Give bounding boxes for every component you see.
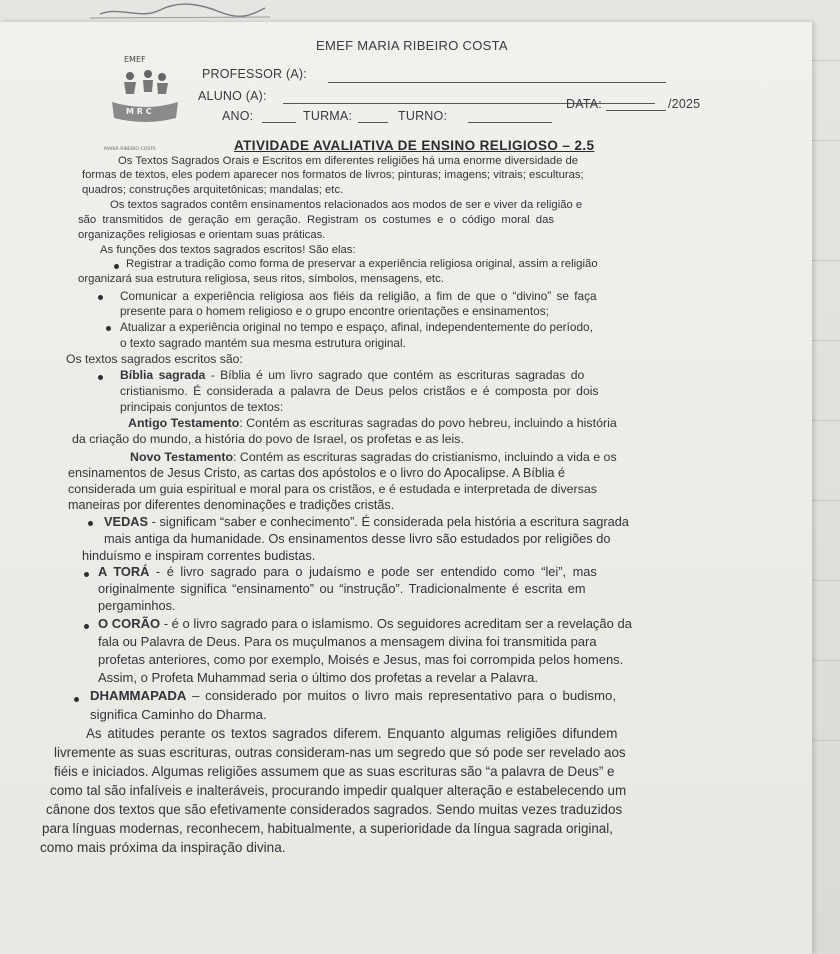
turma-line[interactable] xyxy=(358,122,388,123)
text-line: mais antiga da humanidade. Os ensinamentos desse livro são estudados por religiões do xyxy=(104,531,611,546)
data-label: DATA: xyxy=(566,97,602,111)
term-antigo-testamento: Antigo Testamento xyxy=(128,416,240,430)
turno-line[interactable] xyxy=(468,122,552,123)
text-line: Os Textos Sagrados Orais e Escritos em diferentes religiões há uma enorme diversidade de xyxy=(118,155,579,167)
bullet-icon xyxy=(88,521,93,526)
term-biblia: Bíblia sagrada xyxy=(120,368,206,382)
text-line: principais conjuntos de textos: xyxy=(120,400,284,414)
text-line: presente para o homem religioso e o grupo encontre orientações e ensinamentos; xyxy=(120,304,549,318)
text-line: Atualizar a experiência original no tempo e espaço, afinal, independentemente do período, xyxy=(120,320,593,334)
text-line: As atitudes perante os textos sagrados diferem. Enquanto algumas religiões difundem xyxy=(86,726,618,741)
data-line[interactable] xyxy=(606,110,666,111)
professor-label: PROFESSOR (A): xyxy=(202,67,307,81)
text-line: para línguas modernas, reconhecem, habitualmente, a superioridade da língua sagrada original, xyxy=(42,821,613,836)
text-line: maneiras por diferentes denominações e tradições cristãs. xyxy=(68,498,395,512)
bullet-icon xyxy=(84,624,89,629)
school-name: EMEF MARIA RIBEIRO COSTA xyxy=(316,38,508,53)
text-line: Novo Testamento: Contém as escrituras sagradas do cristianismo, incluindo a vida e os xyxy=(130,450,617,464)
text-line: organizações religiosas e orientam suas práticas. xyxy=(78,229,326,241)
text-line: Antigo Testamento: Contém as escrituras sagradas do povo hebreu, incluindo a história xyxy=(128,416,617,430)
text-line: são transmitidos de geração em geração. Registram os costumes e o código moral das xyxy=(78,214,555,226)
term-dhammapada: DHAMMAPADA xyxy=(90,688,187,703)
logo-text: EMEF xyxy=(124,55,146,64)
professor-line[interactable] xyxy=(328,82,666,83)
logo-caption: MARIA RIBEIRO COSTA xyxy=(104,147,156,152)
text-line: livremente as suas escrituras, outras consideram-nas um segredo que só pode ser revelado aos xyxy=(54,745,626,760)
text-line: O CORÃO - é o livro sagrado para o islamismo. Os seguidores acreditam ser a revelação da xyxy=(98,616,632,631)
text-line: da criação do mundo, a história do povo de Israel, os profetas e as leis. xyxy=(72,432,464,446)
text-line: As funções dos textos sagrados escritos! São elas: xyxy=(100,244,356,256)
turma-label: TURMA: xyxy=(303,109,353,123)
term-vedas: VEDAS xyxy=(104,514,149,529)
text-line: Os textos sagrados contêm ensinamentos relacionados aos modos de ser e viver da religião e xyxy=(110,199,583,211)
text-line: Registrar a tradição como forma de preservar a experiência religiosa original, assim a religião xyxy=(126,258,598,270)
text-line: Comunicar a experiência religiosa aos fiéis da religião, a fim de que o “divino” se faça xyxy=(120,289,597,303)
bullet-icon xyxy=(114,264,119,269)
term-tora: A TORÁ xyxy=(98,564,150,579)
text-line: fala ou Palavra de Deus. Para os muçulmanos a mensagem divina foi transmitida para xyxy=(98,634,597,649)
text-line: como tal são infalíveis e inalteráveis, procurando impedir qualquer alteração e estabelecendo um xyxy=(50,783,627,798)
logo-letters: M R C xyxy=(126,107,152,116)
bullet-icon xyxy=(74,697,79,702)
term-corao: O CORÃO xyxy=(98,616,161,631)
ano-label: ANO: xyxy=(222,109,254,123)
text-line: profetas anteriores, como por exemplo, Moisés e Jesus, mas foi corrompida pelos homens. xyxy=(98,652,624,667)
ano-line[interactable] xyxy=(262,122,296,123)
text-line: originalmente significa “ensinamento” ou “instrução”. Tradicionalmente é escrita em xyxy=(98,581,586,596)
bullet-icon xyxy=(106,326,111,331)
text-line: ensinamentos de Jesus Cristo, as cartas dos apóstolos e o livro do Apocalipse. A Bíblia é xyxy=(68,466,566,480)
term-novo-testamento: Novo Testamento xyxy=(130,450,234,464)
text-line: quadros; construções arquitetônicas; mandalas; etc. xyxy=(82,184,344,196)
text-line: A TORÁ - é livro sagrado para o judaísmo e pode ser entendido como “lei”, mas xyxy=(98,564,597,579)
text-line: Bíblia sagrada - Bíblia é um livro sagrado que contém as escrituras sagradas do xyxy=(120,368,585,382)
text-line: como mais próxima da inspiração divina. xyxy=(40,840,286,855)
header xyxy=(0,30,812,150)
data-year: /2025 xyxy=(668,97,701,111)
school-logo xyxy=(100,52,210,152)
text-line: hinduísmo e inspiram correntes budistas. xyxy=(82,548,316,563)
turno-label: TURNO: xyxy=(398,109,448,123)
text-line: fiéis e iniciados. Algumas religiões assumem que as suas escrituras são “a palavra de Deus” e xyxy=(54,764,615,779)
text-line: DHAMMAPADA – considerado por muitos o livro mais representativo para o budismo, xyxy=(90,688,617,703)
handwriting-scribble xyxy=(60,0,280,22)
bullet-icon xyxy=(98,375,103,380)
bullet-icon xyxy=(98,295,103,300)
aluno-label: ALUNO (A): xyxy=(198,89,267,103)
text-line: o texto sagrado mantém sua mesma estrutura original. xyxy=(120,336,406,350)
text-line: considerada um guia espiritual e moral para os cristãos, e é estudada e interpretada de diversas xyxy=(68,482,597,496)
text-line: Assim, o Profeta Muhammad seria o último dos profetas a revelar a Palavra. xyxy=(98,670,539,685)
text-line: pergaminhos. xyxy=(98,598,176,613)
text-line: significa Caminho do Dharma. xyxy=(90,707,267,722)
text-line: cânone dos textos que são efetivamente considerados sagrados. Sendo muitas vezes traduzidos xyxy=(46,802,623,817)
text-line: Os textos sagrados escritos são: xyxy=(66,352,243,366)
text-line: cristianismo. É considerada a palavra de Deus pelos cristãos e é composta por dois xyxy=(120,384,599,398)
text-line: VEDAS - significam “saber e conhecimento”. É considerada pela história a escritura sagrada xyxy=(104,514,629,529)
text-line: formas de textos, eles podem aparecer nos formatos de livros; pinturas; imagens; vitrais; esculturas; xyxy=(82,169,584,181)
page-title: ATIVIDADE AVALIATIVA DE ENSINO RELIGIOSO – 2.5 xyxy=(234,138,595,153)
text-line: organizará sua estrutura religiosa, seus ritos, símbolos, mensagens, etc. xyxy=(78,273,444,285)
bullet-icon xyxy=(84,572,89,577)
